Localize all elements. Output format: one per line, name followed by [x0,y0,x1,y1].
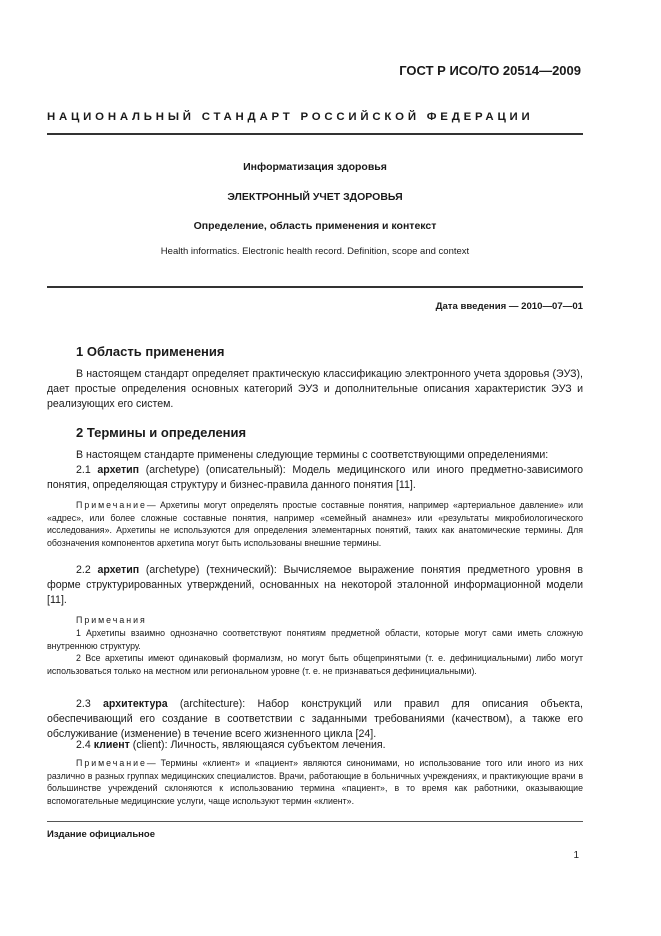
title-rule [47,286,583,288]
title-line-2: ЭЛЕКТРОННЫЙ УЧЕТ ЗДОРОВЬЯ [227,191,403,203]
introduction-date: Дата введения — 2010—07—01 [435,301,583,312]
note-label: Примечание [76,500,147,510]
term-definition: (archetype) (описательный): Модель медицинского или иного предметно-зависимого понятия, определяющая структуру и бизнес-правила данного понятия [11]. [47,464,583,491]
section-1-heading: 1 Область применения [76,344,225,359]
note-2-2: 2 Все архетипы имеют одинаковый формализм, но могут быть общепринятыми (т. е. дефинициальными) либо могут использоваться только на местном или региональном уровне (т. е. не признаваться дефинициальными). [47,653,583,676]
term-definition: (archetype) (технический): Вычисляемое выражение понятия предметного уровня в форме структурированных утверждений, основанных на некоторой эталонной информационной модели [11]. [47,564,583,606]
note-1 [47,499,583,549]
section-1-paragraph: В настоящем стандарт определяет практическую классификацию электронного учета здоровья (ЭУЗ), дает простые определения основных категорий ЭУЗ и дополнительные описания характеристик ЭУЗ и реализующих его систем. [47,368,583,410]
term-number: 2.4 [76,739,91,751]
term-definition: (client): Личность, являющаяся субъектом лечения. [132,739,386,751]
definition-2-2 [47,563,583,608]
title-line-1: Информатизация здоровья [243,161,387,173]
term: архетип [97,564,140,576]
notes-label [47,614,583,627]
term: клиент [93,739,130,751]
national-standard-banner: НАЦИОНАЛЬНЫЙ СТАНДАРТ РОССИЙСКОЙ ФЕДЕРАЦИИ [47,111,534,123]
note-2-1: 1 Архетипы взаимно однозначно соответствуют понятиям предметной области, которые могут сами иметь сложную внутреннюю структуру. [47,628,583,651]
title-english: Health informatics. Electronic health record. Definition, scope and context [160,246,470,257]
definition-2-1 [47,463,583,493]
official-edition-label: Издание официальное [47,829,155,840]
term: архитектура [103,698,168,710]
term: архетип [97,464,140,476]
notes-heading: Примечания [76,615,147,625]
term-number: 2.2 [76,564,91,576]
document-code: ГОСТ Р ИСО/ТО 20514—2009 [399,63,581,78]
definition-2-3 [47,697,583,742]
definition-2-4 [47,738,583,753]
title-line-3: Определение, область применения и контекст [193,220,437,232]
page-number: 1 [573,850,579,861]
section-2-intro: В настоящем стандарте применены следующие термины с соответствующими определениями: [76,449,549,461]
footer-rule [47,821,583,822]
section-2-heading: 2 Термины и определения [76,425,247,440]
note-text: — Термины «клиент» и «пациент» являются синонимами, но использование того или иного из них различно в разных группах медицинских специалистов. Врачи, работающие в больничных учреждениях, и практикующие врачи в большинстве учреждений склоняются к использованию термина «пациент», в то время как работники, оказывающие вспомогательные медицинские услуги, чаще используют термин «клиент». [47,758,583,806]
term-number: 2.3 [76,698,91,710]
note-label: Примечание [76,758,147,768]
note-text: — Архетипы могут определять простые составные понятия, например «артериальное давление» или «адрес», или более сложные составные понятия, например «семейный анамнез» или «результаты микробиологического исследования». Архетипы не используются для определения элементарных понятий, таких как анатомические термины. Для обозначения компонентов архетипа могут быть использованы внешние термины. [47,500,583,548]
term-number: 2.1 [76,464,91,476]
top-rule [47,133,583,135]
term-definition: (architecture): Набор конструкций или правил для описания объекта, обеспечивающий его создание в соответствии с заданными требованиями (качеством), а также его обслуживание (изменение) в течение всего жизненного цикла [24]. [47,698,583,740]
note-3 [47,757,583,807]
